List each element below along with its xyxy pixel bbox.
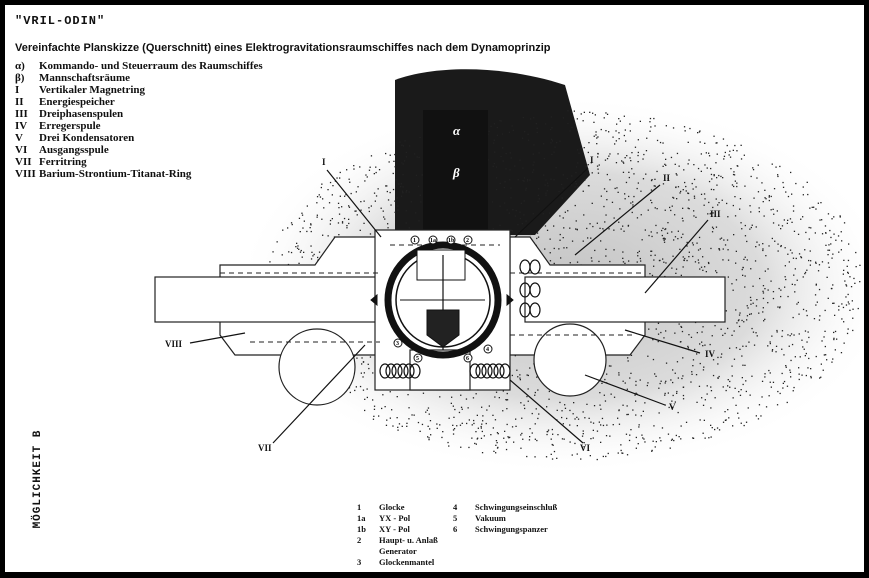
label-VI: VI: [580, 443, 591, 453]
legend-item: α) Kommando- und Steuerraum des Raumschiffes: [15, 60, 263, 72]
label-VIII: VIII: [165, 339, 183, 349]
legend-item: VIII Barium-Strontium-Titanat-Ring: [15, 168, 192, 180]
svg-text:4: 4: [486, 347, 489, 353]
parts-item: Generator: [379, 546, 417, 556]
svg-text:2: 2: [466, 238, 469, 244]
label-I-right: I: [590, 155, 594, 165]
legend-item: VI Ausgangsspule: [15, 144, 109, 156]
svg-text:3: 3: [396, 341, 399, 347]
svg-text:6: 6: [466, 356, 469, 362]
parts-item: 1 Glocke: [357, 502, 405, 512]
document-title: "VRIL-ODIN": [15, 14, 106, 28]
parts-list-right: [453, 502, 557, 535]
legend-item: IV Erregerspule: [15, 120, 101, 132]
label-III: III: [710, 209, 721, 219]
circle-number-6: [464, 354, 472, 362]
legend-item: I Vertikaler Magnetring: [15, 84, 146, 96]
svg-text:1a: 1a: [430, 238, 436, 244]
parts-item: 4 Schwingungseinschluß: [453, 502, 558, 512]
circle-number-1b: [447, 236, 455, 244]
parts-list-left: [357, 502, 438, 568]
label-II: II: [663, 173, 671, 183]
parts-item: 5 Vakuum: [453, 513, 506, 523]
label-V: V: [669, 402, 676, 412]
parts-item: 1a YX - Pol: [357, 513, 411, 523]
circle-number-5: [414, 354, 422, 362]
side-label: MÖGLICHKEIT B: [32, 429, 44, 529]
beta-label: β: [453, 165, 460, 180]
circle-number-1: [411, 236, 419, 244]
label-VII: VII: [258, 443, 272, 453]
legend-item: III Dreiphasenspulen: [15, 108, 124, 120]
label-IV: IV: [705, 349, 716, 359]
legend-item: β) Mannschaftsräume: [15, 72, 131, 84]
command-tower: [423, 110, 488, 235]
svg-text:1b: 1b: [448, 238, 455, 244]
circle-number-3: [394, 339, 402, 347]
legend: [15, 60, 263, 180]
label-I-left: I: [322, 157, 326, 167]
parts-item: 3 Glockenmantel: [357, 557, 435, 567]
legend-item: V Drei Kondensatoren: [15, 132, 135, 144]
legend-item: II Energiespeicher: [15, 96, 115, 108]
circle-number-1a: [429, 236, 437, 244]
circle-number-4: [484, 345, 492, 353]
document-subtitle: Vereinfachte Planskizze (Querschnitt) eines Elektrogravitationsraumschiffes nach dem Dynamoprinzip: [15, 42, 551, 54]
parts-item: 2 Haupt- u. Anlaß: [357, 535, 438, 545]
svg-text:1: 1: [413, 238, 416, 244]
parts-item: 6 Schwingungspanzer: [453, 524, 548, 534]
document-page: [5, 5, 864, 572]
parts-item: 1b XY - Pol: [357, 524, 410, 534]
svg-text:5: 5: [416, 356, 419, 362]
legend-item: VII Ferritring: [15, 156, 87, 168]
circle-number-2: [464, 236, 472, 244]
alpha-label: α: [453, 123, 461, 138]
